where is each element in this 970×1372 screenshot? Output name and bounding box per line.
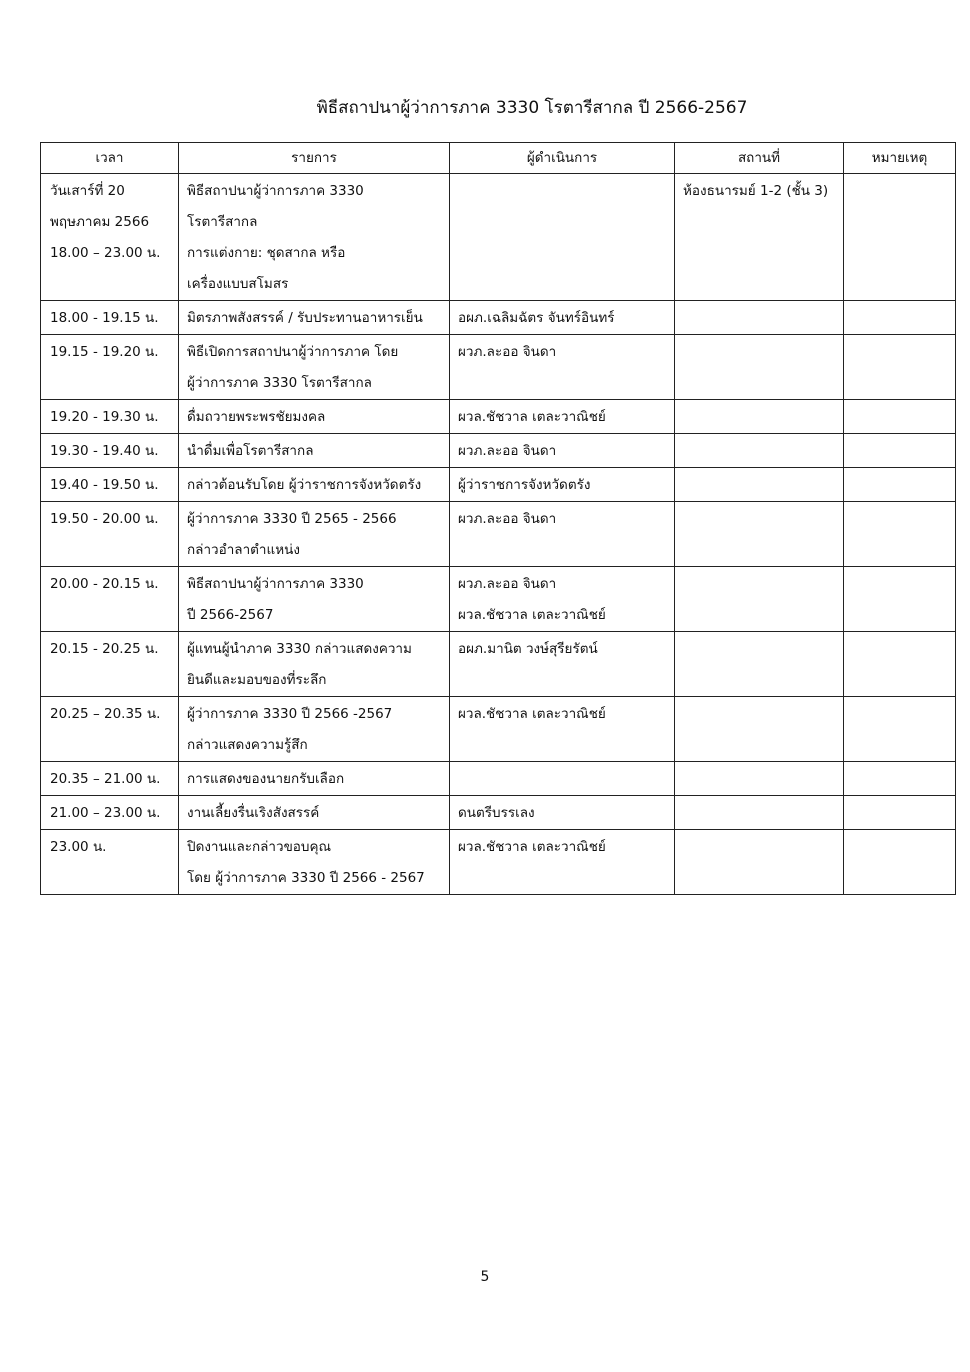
table-row bbox=[41, 335, 956, 400]
note-cell bbox=[844, 174, 956, 301]
host-line: อผภ.มานิต วงษ์สุรียรัตน์ bbox=[458, 641, 598, 657]
table-row bbox=[41, 301, 956, 335]
item-line: โรตารีสากล bbox=[187, 214, 258, 230]
item-line: ยินดีและมอบของที่ระลึก bbox=[187, 672, 327, 688]
item-line: กล่าวแสดงความรู้สึก bbox=[187, 737, 308, 753]
host-line: ดนตรีบรรเลง bbox=[458, 805, 535, 821]
venue-cell bbox=[675, 567, 844, 632]
table-row bbox=[41, 567, 956, 632]
venue-line: ห้องธนารมย์ 1-2 (ชั้น 3) bbox=[683, 183, 829, 199]
host-line: ผวภ.ละออ จินดา bbox=[458, 443, 557, 459]
note-cell bbox=[844, 632, 956, 697]
table-row bbox=[41, 697, 956, 762]
venue-cell bbox=[675, 830, 844, 895]
item-cell bbox=[179, 697, 450, 762]
column-header-time: เวลา bbox=[41, 143, 179, 174]
time-line: วันเสาร์ที่ 20 bbox=[50, 183, 125, 199]
time-line: พฤษภาคม 2566 bbox=[50, 214, 150, 230]
time-line: 18.00 – 23.00 น. bbox=[50, 245, 161, 261]
schedule-body bbox=[41, 174, 956, 895]
note-cell bbox=[844, 468, 956, 502]
item-line: ปี 2566-2567 bbox=[187, 607, 274, 623]
time-line: 20.35 – 21.00 น. bbox=[50, 771, 161, 787]
item-line: การแสดงของนายกรับเลือก bbox=[187, 771, 345, 787]
item-line: ปิดงานและกล่าวขอบคุณ bbox=[187, 839, 332, 855]
table-row bbox=[41, 502, 956, 567]
time-line: 19.30 - 19.40 น. bbox=[50, 443, 159, 459]
item-line: โดย ผู้ว่าการภาค 3330 ปี 2566 - 2567 bbox=[187, 870, 425, 886]
host-cell bbox=[450, 796, 675, 830]
note-cell bbox=[844, 502, 956, 567]
host-cell bbox=[450, 400, 675, 434]
venue-cell bbox=[675, 697, 844, 762]
table-row bbox=[41, 632, 956, 697]
note-cell bbox=[844, 567, 956, 632]
time-cell bbox=[41, 796, 179, 830]
host-cell bbox=[450, 632, 675, 697]
venue-cell bbox=[675, 174, 844, 301]
column-header-note: หมายเหตุ bbox=[844, 143, 956, 174]
item-line: กล่าวต้อนรับโดย ผู้ว่าราชการจังหวัดตรัง bbox=[187, 477, 422, 493]
item-line: ดื่มถวายพระพรชัยมงคล bbox=[187, 409, 326, 425]
host-line: อผภ.เฉลิมฉัตร จันทร์อินทร์ bbox=[458, 310, 615, 326]
item-line: นำดื่มเพื่อโรตารีสากล bbox=[187, 443, 314, 459]
column-header-host: ผู้ดำเนินการ bbox=[450, 143, 675, 174]
time-cell bbox=[41, 400, 179, 434]
note-cell bbox=[844, 830, 956, 895]
host-line: ผวล.ชัชวาล เตละวาณิชย์ bbox=[458, 607, 606, 623]
time-cell bbox=[41, 830, 179, 895]
item-cell bbox=[179, 301, 450, 335]
time-cell bbox=[41, 567, 179, 632]
venue-cell bbox=[675, 762, 844, 796]
item-cell bbox=[179, 762, 450, 796]
item-line: การแต่งกาย: ชุดสากล หรือ bbox=[187, 245, 346, 261]
host-cell bbox=[450, 335, 675, 400]
item-cell bbox=[179, 434, 450, 468]
host-line: ผวภ.ละออ จินดา bbox=[458, 511, 557, 527]
table-row bbox=[41, 796, 956, 830]
note-cell bbox=[844, 301, 956, 335]
host-cell bbox=[450, 567, 675, 632]
item-cell bbox=[179, 335, 450, 400]
note-cell bbox=[844, 335, 956, 400]
time-line: 18.00 - 19.15 น. bbox=[50, 310, 159, 326]
note-cell bbox=[844, 796, 956, 830]
venue-cell bbox=[675, 434, 844, 468]
item-line: มิตรภาพสังสรรค์ / รับประทานอาหารเย็น bbox=[187, 310, 423, 326]
item-line: กล่าวอำลาตำแหน่ง bbox=[187, 542, 300, 558]
page-title: พิธีสถาปนาผู้ว่าการภาค 3330 โรตารีสากล ปี 2566-2567 bbox=[316, 98, 748, 118]
time-cell bbox=[41, 502, 179, 567]
time-line: 19.50 - 20.00 น. bbox=[50, 511, 159, 527]
host-line: ผวล.ชัชวาล เตละวาณิชย์ bbox=[458, 839, 606, 855]
time-cell bbox=[41, 697, 179, 762]
item-cell bbox=[179, 567, 450, 632]
item-line: งานเลี้ยงรื่นเริงสังสรรค์ bbox=[187, 805, 320, 821]
time-line: 20.15 - 20.25 น. bbox=[50, 641, 159, 657]
item-cell bbox=[179, 174, 450, 301]
item-line: พิธีสถาปนาผู้ว่าการภาค 3330 bbox=[187, 183, 364, 199]
table-row bbox=[41, 762, 956, 796]
venue-cell bbox=[675, 335, 844, 400]
time-cell bbox=[41, 174, 179, 301]
time-cell bbox=[41, 301, 179, 335]
time-line: 19.15 - 19.20 น. bbox=[50, 344, 159, 360]
table-row bbox=[41, 400, 956, 434]
item-line: พิธีเปิดการสถาปนาผู้ว่าการภาค โดย bbox=[187, 344, 399, 360]
time-cell bbox=[41, 335, 179, 400]
time-cell bbox=[41, 434, 179, 468]
host-cell bbox=[450, 468, 675, 502]
item-cell bbox=[179, 468, 450, 502]
item-cell bbox=[179, 830, 450, 895]
venue-cell bbox=[675, 796, 844, 830]
item-cell bbox=[179, 632, 450, 697]
time-cell bbox=[41, 762, 179, 796]
table-row bbox=[41, 174, 956, 301]
note-cell bbox=[844, 762, 956, 796]
table-row bbox=[41, 468, 956, 502]
item-line: เครื่องแบบสโมสร bbox=[187, 276, 289, 292]
time-line: 21.00 – 23.00 น. bbox=[50, 805, 161, 821]
note-cell bbox=[844, 697, 956, 762]
host-line: ผวล.ชัชวาล เตละวาณิชย์ bbox=[458, 409, 606, 425]
note-cell bbox=[844, 434, 956, 468]
venue-cell bbox=[675, 301, 844, 335]
venue-cell bbox=[675, 468, 844, 502]
item-line: พิธีสถาปนาผู้ว่าการภาค 3330 bbox=[187, 576, 364, 592]
table-row bbox=[41, 830, 956, 895]
host-cell bbox=[450, 697, 675, 762]
time-cell bbox=[41, 632, 179, 697]
host-line: ผวล.ชัชวาล เตละวาณิชย์ bbox=[458, 706, 606, 722]
host-cell bbox=[450, 830, 675, 895]
host-cell bbox=[450, 762, 675, 796]
item-line: ผู้ว่าการภาค 3330 ปี 2565 - 2566 bbox=[187, 511, 397, 527]
time-line: 19.40 - 19.50 น. bbox=[50, 477, 159, 493]
page-number: 5 bbox=[480, 1269, 490, 1285]
time-line: 20.25 – 20.35 น. bbox=[50, 706, 161, 722]
host-line: ผวภ.ละออ จินดา bbox=[458, 344, 557, 360]
time-cell bbox=[41, 468, 179, 502]
column-header-item: รายการ bbox=[179, 143, 450, 174]
item-line: ผู้ว่าการภาค 3330 ปี 2566 -2567 bbox=[187, 706, 393, 722]
table-row bbox=[41, 434, 956, 468]
note-cell bbox=[844, 400, 956, 434]
item-line: ผู้ว่าการภาค 3330 โรตารีสากล bbox=[187, 375, 372, 391]
host-line: ผวภ.ละออ จินดา bbox=[458, 576, 557, 592]
item-cell bbox=[179, 502, 450, 567]
venue-cell bbox=[675, 502, 844, 567]
venue-cell bbox=[675, 400, 844, 434]
host-cell bbox=[450, 174, 675, 301]
time-line: 20.00 - 20.15 น. bbox=[50, 576, 159, 592]
item-line: ผู้แทนผู้นำภาค 3330 กล่าวแสดงความ bbox=[187, 641, 412, 657]
schedule-table bbox=[40, 142, 956, 895]
host-cell bbox=[450, 502, 675, 567]
host-cell bbox=[450, 301, 675, 335]
host-line: ผู้ว่าราชการจังหวัดตรัง bbox=[458, 477, 591, 493]
time-line: 23.00 น. bbox=[50, 839, 107, 855]
item-cell bbox=[179, 796, 450, 830]
column-header-venue: สถานที่ bbox=[675, 143, 844, 174]
item-cell bbox=[179, 400, 450, 434]
venue-cell bbox=[675, 632, 844, 697]
host-cell bbox=[450, 434, 675, 468]
table-header-row bbox=[41, 143, 956, 174]
time-line: 19.20 - 19.30 น. bbox=[50, 409, 159, 425]
